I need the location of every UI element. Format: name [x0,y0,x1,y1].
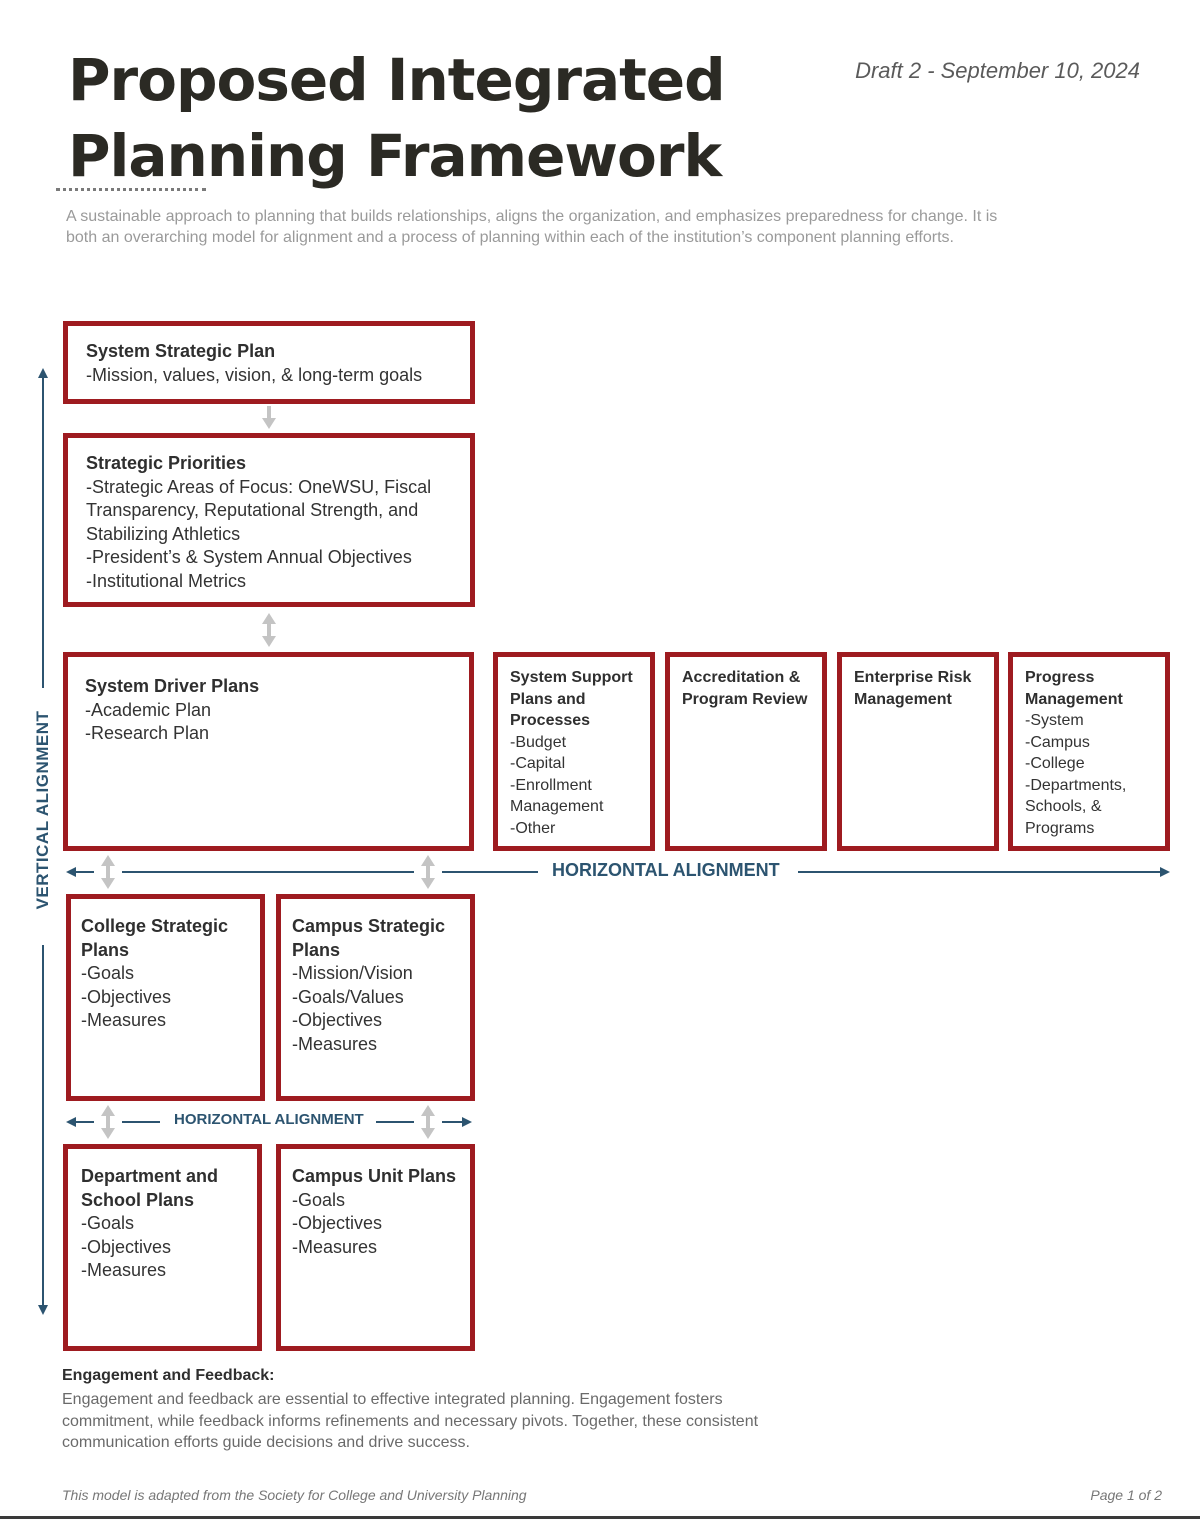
page-number: Page 1 of 2 [1090,1487,1162,1503]
box-item: -Mission/Vision [292,963,413,983]
box-item: -Goals [81,1213,135,1233]
draft-label: Draft 2 - September 10, 2024 [855,58,1140,83]
system-strategic-plan-box [63,321,475,404]
strategic-priorities-box [63,433,475,607]
box-item: -Other [510,819,556,837]
enterprise-risk-management-box [837,652,999,851]
accreditation-program-review-box [665,652,827,851]
box-title: System Support Plans and Processes [510,669,633,729]
title-line-2: Planning Framework [68,122,722,190]
box-item: -Academic Plan [85,699,212,720]
box-item: -Measures [292,1033,378,1054]
box-item: -Objectives [292,1213,383,1233]
box-item: -Research Plan [85,723,210,743]
vertical-alignment-label: VERTICAL ALIGNMENT [33,710,52,910]
box-title: Campus Strategic Plans [292,916,446,960]
box-item: -Mission, values, vision, & long-term goals [86,364,423,385]
engagement-heading: Engagement and Feedback: [62,1367,275,1384]
system-support-plans-box [493,652,655,851]
box-item: -Objectives [292,1010,383,1030]
box-item: -Budget [510,733,567,751]
box-title: Department and School Plans [81,1166,219,1210]
box-item: -Objectives [81,986,172,1007]
box-item: -Departments, Schools, & Programs [1025,776,1127,837]
box-title: College Strategic Plans [81,916,229,960]
campus-unit-plans-box [276,1144,475,1351]
box-item: -System [1025,712,1084,729]
horizontal-alignment-label-main: HORIZONTAL ALIGNMENT [548,860,784,881]
box-item: -Goals/Values [292,986,404,1007]
box-item: -President’s & System Annual Objectives [86,547,412,567]
progress-management-box [1008,652,1170,851]
campus-strategic-plans-box [276,894,475,1101]
title-line-1: Proposed Integrated [68,46,725,114]
page-subtitle: A sustainable approach to planning that builds relationships, aligns the organization, and emphasizes preparedness for change. It is both an overarching model for alignment and a process of planning within each of the institution’s component planning efforts. [66,208,998,246]
box-item: -Strategic Areas of Focus: OneWSU, Fiscal Transparency, Reputational Strength, and Stabilizing Athletics [86,476,432,544]
box-item: -Enrollment Management [510,776,604,815]
box-title: Campus Unit Plans [292,1166,457,1186]
box-item: -Measures [292,1236,378,1257]
engagement-text: Engagement and feedback are essential to effective integrated planning. Engagement fosters commitment, while feedback informs refinements and necessary pivots. Together, these consistent communication efforts guide decisions and drive success. [62,1391,759,1451]
box-item: -Goals [81,963,135,983]
box-item: -Institutional Metrics [86,570,247,591]
box-title: Strategic Priorities [86,453,247,473]
horizontal-alignment-label-lower: HORIZONTAL ALIGNMENT [168,1111,370,1128]
box-item: -Measures [81,1010,167,1030]
box-item: -Objectives [81,1236,172,1257]
footer-attribution: This model is adapted from the Society for College and University Planning [62,1487,527,1503]
box-item: -Capital [510,755,566,772]
box-title: System Driver Plans [85,676,260,696]
box-title: Accreditation & Program Review [682,669,808,708]
box-item: -College [1025,755,1085,772]
box-item: -Measures [81,1260,167,1280]
department-school-plans-box [63,1144,262,1351]
box-item: -Goals [292,1189,346,1210]
college-strategic-plans-box [66,894,265,1101]
box-item: -Campus [1025,733,1090,751]
box-title: Enterprise Risk Management [854,669,972,708]
box-title: Progress Management [1025,669,1123,708]
box-title: System Strategic Plan [86,341,276,361]
system-driver-plans-box [63,652,474,851]
